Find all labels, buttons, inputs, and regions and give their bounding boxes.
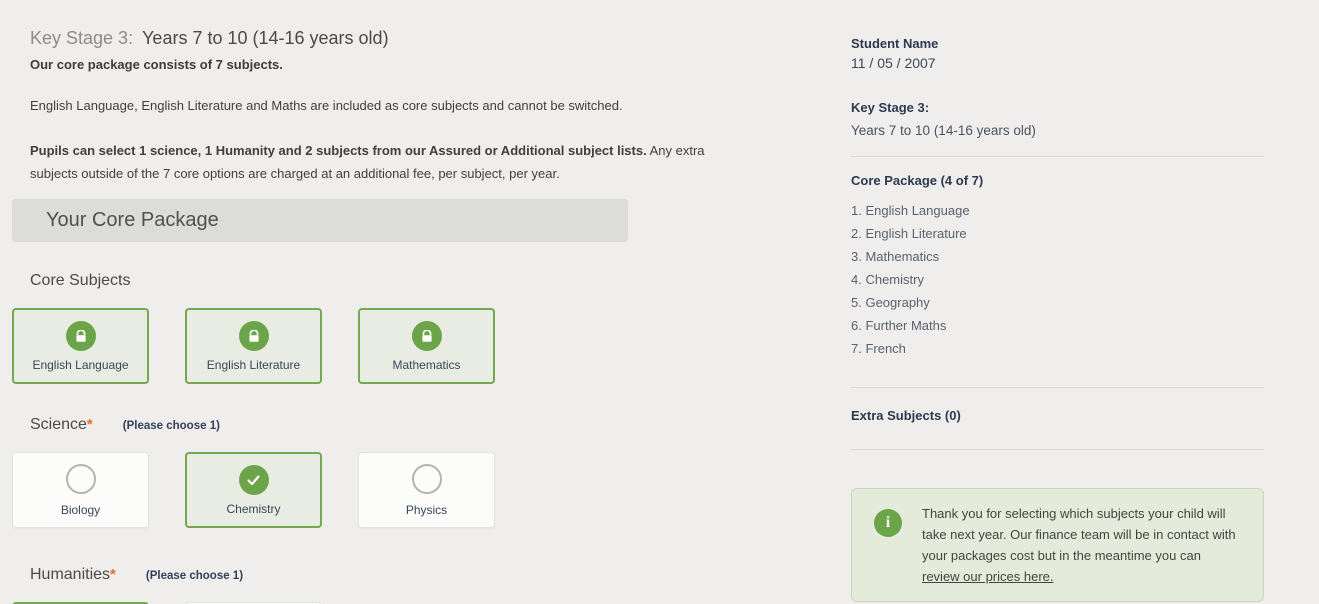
subject-group [12,566,747,604]
core-package-count-label: Core Package (4 of 7) [851,173,984,188]
subject-card-label: English Literature [206,358,301,372]
core-package-banner: Your Core Package [12,199,628,242]
key-stage-label: Key Stage 3: [30,28,134,48]
card-row [12,308,747,384]
core-package-item: 5. Geography [851,295,930,310]
core-package-item: 6. Further Maths [851,318,947,333]
group-header [30,416,747,436]
info-message: Thank you for selecting which subjects your child will take next year. Our finance team will be in contact with your packages cost but in the meantime you can [922,506,1236,563]
subject-card-label: Physics [405,503,448,517]
lock-icon [421,330,433,343]
lock-icon [248,330,260,343]
subject-card-label: Mathematics [392,358,461,372]
subject-groups [12,272,747,604]
required-asterisk: * [110,566,116,583]
subject-card [12,308,149,384]
subject-selection-panel [12,0,747,604]
divider [851,387,1264,388]
page-title [30,28,747,49]
subject-card [185,308,322,384]
key-stage-value: Years 7 to 10 (14-16 years old) [142,28,389,48]
info-icon: i [874,509,902,537]
review-prices-link[interactable]: review our prices here. [922,569,1054,584]
subject-card-label: Chemistry [226,502,281,516]
group-header [30,272,747,292]
student-dob: 11 / 05 / 2007 [851,55,936,71]
state-circle [412,321,442,351]
sidebar-key-stage-value: Years 7 to 10 (14-16 years old) [851,123,1036,138]
core-note-text: English Language, English Literature and Maths are included as core subjects and cannot be switched. [30,98,623,113]
selection-note-rest: Any extra subjects outside of the 7 core options are charged at an additional fee, per subject, per year. [30,143,705,181]
lock-icon [75,330,87,343]
core-package-item: 2. English Literature [851,226,967,241]
summary-sidebar [851,0,1264,602]
intro-bold-text: Our core package consists of 7 subjects. [30,57,283,72]
info-banner-text [922,503,1242,587]
card-row [12,452,747,528]
core-package-item: 4. Chemistry [851,272,924,287]
group-title: Science [30,416,87,433]
divider [851,156,1264,157]
check-icon [247,475,260,486]
state-circle [412,464,442,494]
state-circle [239,465,269,495]
subject-group [12,272,747,384]
core-package-item: 1. English Language [851,203,970,218]
info-banner [851,488,1264,602]
subject-card [358,308,495,384]
group-header [30,566,747,586]
core-package-item: 7. French [851,341,906,356]
extra-subjects-label: Extra Subjects (0) [851,408,961,423]
core-package-list [851,199,1264,360]
selection-note-text [30,139,742,185]
subject-group [12,416,747,528]
group-title: Humanities [30,566,111,583]
subject-card-label: Biology [60,503,101,517]
subject-card[interactable] [12,452,149,528]
sidebar-key-stage-label: Key Stage 3: [851,100,930,115]
required-asterisk: * [86,416,93,433]
divider [851,449,1264,450]
subject-card-label: English Language [32,358,129,372]
selection-note-bold: Pupils can select 1 science, 1 Humanity and 2 subjects from our Assured or Additional subject lists. [30,143,647,158]
state-circle [239,321,269,351]
subject-card[interactable] [185,452,322,528]
group-hint: (Please choose 1) [122,420,220,432]
state-circle [66,464,96,494]
group-title: Core Subjects [30,272,131,289]
core-package-item: 3. Mathematics [851,249,940,264]
student-name-label: Student Name [851,36,939,51]
state-circle [66,321,96,351]
subject-card[interactable] [358,452,495,528]
group-hint: (Please choose 1) [145,570,244,582]
